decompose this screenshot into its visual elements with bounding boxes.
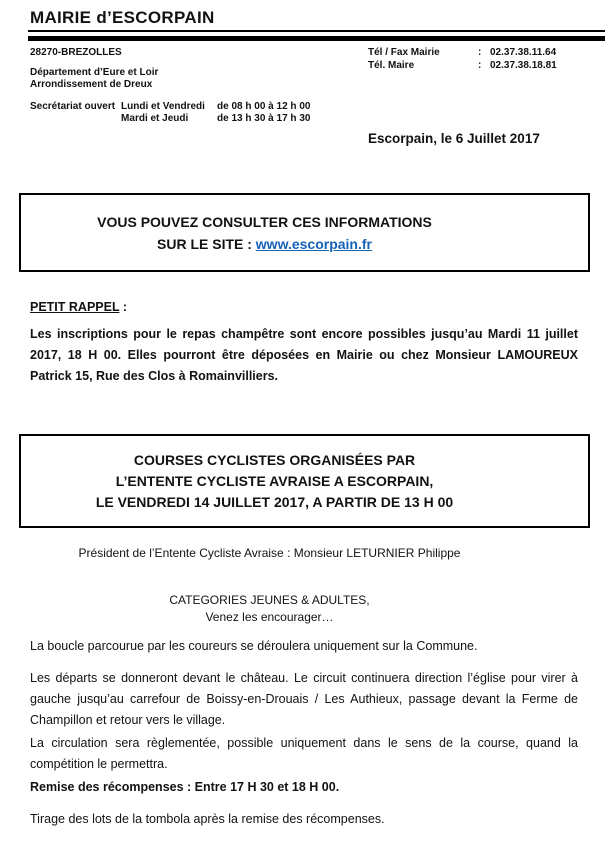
phone-row: [368, 47, 557, 60]
place-date-line: Escorpain, le 6 Juillet 2017: [368, 131, 540, 146]
event-box-line3: LE VENDREDI 14 JUILLET 2017, A PARTIR DE 13 H 00: [95, 493, 454, 510]
phone-separator: :: [478, 59, 482, 71]
department-line: Département d’Eure et Loir: [30, 67, 159, 78]
postal-city: 28270-BREZOLLES: [30, 47, 122, 58]
phone-label: Tél. Maire: [368, 59, 415, 71]
rappel-heading-colon: :: [119, 300, 128, 314]
phone-label: Tél / Fax Mairie: [368, 47, 440, 58]
event-announcement-box: [19, 434, 590, 528]
website-notice-prefix: SUR LE SITE :: [157, 235, 256, 252]
phone-block: [368, 47, 557, 72]
secretariat-schedule: [115, 101, 310, 125]
secretariat-hours: [30, 101, 310, 125]
municipality-info: [30, 47, 310, 125]
website-notice-line2: [157, 233, 372, 255]
arrondissement-line: Arrondissement de Dreux: [30, 79, 153, 90]
phone-number: 02.37.38.18.81: [490, 59, 557, 71]
page-title: MAIRIE d’ESCORPAIN: [30, 8, 215, 27]
schedule-days: Mardi et Jeudi: [121, 113, 189, 124]
categories-line: CATEGORIES JEUNES & ADULTES,: [169, 593, 370, 607]
encourage-line: Venez les encourager…: [205, 609, 334, 624]
website-link[interactable]: www.escorpain.fr: [255, 235, 372, 252]
rappel-heading: [30, 300, 127, 314]
paragraph-departs: Les départs se donneront devant le château. Le circuit continuera direction l’église pour virer à gauche jusqu’au carrefour de Boissy-en-Drouais / Les Authieux, passage devant la Ferme de Champillon et retour vers le village.: [30, 671, 578, 727]
paragraph-circulation: La circulation sera règlementée, possible uniquement dans le sens de la course, quand la compétition le permettra.: [30, 736, 578, 771]
phone-number: 02.37.38.11.64: [490, 47, 557, 58]
awards-line: Remise des récompenses : Entre 17 H 30 et 18 H 00.: [30, 780, 340, 794]
rappel-heading-text: PETIT RAPPEL: [30, 300, 120, 314]
event-box-line2: L’ENTENTE CYCLISTE AVRAISE A ESCORPAIN,: [115, 472, 434, 489]
schedule-hours: de 13 h 30 à 17 h 30: [217, 113, 311, 124]
categories-block: [0, 592, 539, 625]
website-notice-box: [19, 193, 590, 272]
event-box-line1: COURSES CYCLISTES ORGANISÉES PAR: [133, 451, 416, 468]
phone-row: [368, 60, 557, 73]
schedule-row: [115, 101, 310, 113]
header-rule-thin: [28, 30, 605, 32]
website-notice-line1: VOUS POUVEZ CONSULTER CES INFORMATIONS: [97, 213, 432, 230]
schedule-hours: de 08 h 00 à 12 h 00: [217, 101, 311, 112]
schedule-row: [115, 113, 310, 125]
secretariat-label: Secrétariat ouvert: [30, 101, 116, 112]
paragraph-boucle: La boucle parcourue par les coureurs se déroulera uniquement sur la Commune.: [30, 639, 478, 653]
president-line: Président de l’Entente Cycliste Avraise : Monsieur LETURNIER Philippe: [78, 546, 461, 560]
tombola-line: Tirage des lots de la tombola après la remise des récompenses.: [30, 812, 385, 826]
phone-separator: :: [478, 47, 482, 58]
header-rule-thick: [28, 36, 605, 41]
schedule-days: Lundi et Vendredi: [121, 101, 205, 112]
rappel-paragraph: Les inscriptions pour le repas champêtre sont encore possibles jusqu’au Mardi 11 juillet 2017, 18 H 00. Elles pourront être déposées en Mairie ou chez Monsieur LAMOUREUX Patrick 15, Rue des Clos à Romainvilliers.: [30, 327, 578, 383]
